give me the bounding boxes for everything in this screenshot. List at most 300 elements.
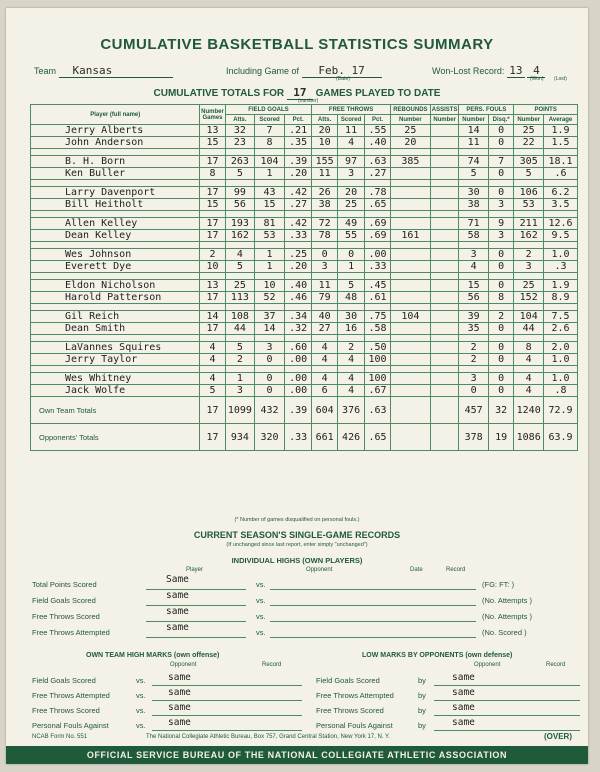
gap-cell (200, 366, 225, 373)
team-value: Kansas (59, 64, 173, 78)
player-name: John Anderson (31, 137, 200, 149)
stat-ft: 2 (337, 342, 365, 354)
stat-avg: 12.6 (544, 218, 578, 230)
stat-pts: 211 (514, 218, 544, 230)
stat-ft: 48 (337, 292, 365, 304)
total-avg: 72.9 (544, 397, 578, 424)
own-high-vs: vs. (136, 691, 146, 700)
col-fg-pct: Pct. (284, 115, 312, 125)
stat-ft: 4 (337, 373, 365, 385)
stat-ft: 5 (337, 280, 365, 292)
stat-reb: 161 (390, 230, 430, 242)
gap-cell (514, 273, 544, 280)
own-high-vs: vs. (136, 706, 146, 715)
stat-g: 13 (200, 125, 225, 137)
gap-cell (488, 273, 513, 280)
stat-ft: 0 (337, 249, 365, 261)
stat-pts: 5 (514, 168, 544, 180)
stat-pts: 3 (514, 261, 544, 273)
indiv-opponent-line (270, 621, 476, 622)
col-rebounds: REBOUNDS (390, 105, 430, 115)
stat-reb: 20 (390, 137, 430, 149)
row-gap (31, 335, 578, 342)
total-pf: 457 (459, 397, 489, 424)
stat-ftp: .65 (365, 199, 390, 211)
gap-cell (459, 273, 489, 280)
gap-cell (337, 149, 365, 156)
games-value: 17 (287, 86, 313, 100)
stat-fg: 37 (255, 311, 285, 323)
own-high-line (152, 715, 302, 716)
stat-g: 17 (200, 156, 225, 168)
gap-cell (459, 211, 489, 218)
stat-ft: 55 (337, 230, 365, 242)
stat-reb (390, 354, 430, 366)
gap-cell (200, 180, 225, 187)
stat-dq: 0 (488, 323, 513, 335)
stat-dq: 0 (488, 342, 513, 354)
total-ast (431, 424, 459, 451)
gap-cell (544, 211, 578, 218)
gap-cell (488, 366, 513, 373)
gap-cell (225, 211, 255, 218)
gap-cell (390, 304, 430, 311)
player-name: LaVannes Squires (31, 342, 200, 354)
stat-pts: 44 (514, 323, 544, 335)
gap-cell (488, 242, 513, 249)
stat-ftp: 100 (365, 354, 390, 366)
footnote: (* Number of games disqualified on personal fouls.) (234, 517, 360, 523)
indiv-extra: (No. Attempts ) (482, 596, 533, 605)
stat-avg: 2.6 (544, 323, 578, 335)
footer-banner: OFFICIAL SERVICE BUREAU OF THE NATIONAL COLLEGIATE ATHLETIC ASSOCIATION (6, 746, 588, 764)
col-assists: ASSISTS (431, 106, 458, 113)
stat-fgp: .21 (284, 125, 312, 137)
stat-g: 17 (200, 230, 225, 242)
row-gap (31, 211, 578, 218)
stat-fgp: .25 (284, 249, 312, 261)
gap-cell (544, 273, 578, 280)
gap-cell (312, 180, 337, 187)
total-ftp: .65 (365, 424, 390, 451)
player-rows (31, 125, 578, 451)
gap-cell (365, 366, 390, 373)
total-fga: 934 (225, 424, 255, 451)
gap-cell (284, 366, 312, 373)
indiv-label: Free Throws Attempted (32, 628, 110, 637)
stat-ft: 97 (337, 156, 365, 168)
stat-avg: 2.0 (544, 342, 578, 354)
stat-fta: 6 (312, 385, 337, 397)
indiv-player-line (146, 637, 246, 638)
stat-dq: 0 (488, 261, 513, 273)
gap-cell (200, 149, 225, 156)
stat-avg: 7.5 (544, 311, 578, 323)
col-fg-scored: Scored (255, 115, 285, 125)
stat-reb (390, 373, 430, 385)
indiv-player-line (146, 589, 246, 590)
low-opp-by: by (418, 676, 426, 685)
stat-pf: 38 (459, 199, 489, 211)
own-high-label: Free Throws Attempted (32, 691, 110, 700)
stat-pf: 2 (459, 354, 489, 366)
stat-pf: 71 (459, 218, 489, 230)
stat-fga: 44 (225, 323, 255, 335)
stat-pf: 3 (459, 373, 489, 385)
stat-ast (431, 342, 459, 354)
gap-cell (390, 366, 430, 373)
stat-reb (390, 168, 430, 180)
total-pts: 1240 (514, 397, 544, 424)
stat-pts: 4 (514, 385, 544, 397)
stat-pts: 106 (514, 187, 544, 199)
stat-fg: 1 (255, 261, 285, 273)
gap-cell (544, 242, 578, 249)
player-name: Wes Johnson (31, 249, 200, 261)
stat-fgp: .20 (284, 168, 312, 180)
stat-pts: 25 (514, 125, 544, 137)
indiv-opponent-line (270, 605, 476, 606)
stat-fg: 1 (255, 168, 285, 180)
stat-g: 14 (200, 311, 225, 323)
own-high-opponent: same (168, 717, 191, 728)
gap-cell (431, 273, 459, 280)
player-row (31, 342, 578, 354)
stat-ast (431, 249, 459, 261)
stat-fta: 4 (312, 373, 337, 385)
gap-cell (225, 180, 255, 187)
stat-pts: 4 (514, 354, 544, 366)
stat-dq: 0 (488, 354, 513, 366)
stat-g: 17 (200, 292, 225, 304)
gap-cell (390, 211, 430, 218)
indiv-label: Total Points Scored (32, 580, 97, 589)
gap-cell (31, 366, 200, 373)
low-opp-record-col: Record (546, 662, 566, 668)
stat-g: 15 (200, 199, 225, 211)
col-ast-number: Number (431, 115, 459, 125)
indiv-opponent-line (270, 589, 476, 590)
stat-pf: 5 (459, 168, 489, 180)
gap-cell (459, 242, 489, 249)
gap-cell (312, 211, 337, 218)
total-ftp: .63 (365, 397, 390, 424)
team-line (34, 64, 173, 78)
own-totals-row (31, 397, 578, 424)
stat-fgp: .35 (284, 137, 312, 149)
gap-cell (31, 180, 200, 187)
stat-dq: 0 (488, 187, 513, 199)
stat-pf: 3 (459, 249, 489, 261)
own-high-opponent: same (168, 702, 191, 713)
low-opp-line (434, 685, 580, 686)
row-gap (31, 304, 578, 311)
stat-g: 17 (200, 187, 225, 199)
stat-dq: 0 (488, 280, 513, 292)
publisher: The National Collegiate Athletic Bureau, Box 757, Grand Central Station, New York 17, N. Y. (146, 734, 390, 740)
gap-cell (312, 149, 337, 156)
col-field-goals: FIELD GOALS (225, 105, 312, 115)
date-caption: (Date) (336, 76, 350, 82)
total-ast (431, 397, 459, 424)
gap-cell (312, 242, 337, 249)
player-row (31, 292, 578, 304)
stat-g: 4 (200, 342, 225, 354)
games-label: GAMES PLAYED TO DATE (315, 88, 441, 99)
stat-avg: .6 (544, 168, 578, 180)
stat-pf: 15 (459, 280, 489, 292)
stat-reb (390, 218, 430, 230)
stat-ft: 20 (337, 187, 365, 199)
gap-cell (390, 335, 430, 342)
stat-ft: 16 (337, 323, 365, 335)
gap-cell (365, 180, 390, 187)
stat-g: 8 (200, 168, 225, 180)
stat-dq: 2 (488, 311, 513, 323)
gap-cell (284, 211, 312, 218)
own-high-title: OWN TEAM HIGH MARKS (own offense) (86, 652, 220, 659)
stats-table (30, 104, 578, 451)
indiv-vs: vs. (256, 628, 266, 637)
low-opp-opponent: same (452, 687, 475, 698)
gap-cell (365, 304, 390, 311)
stat-fga: 3 (225, 385, 255, 397)
stat-fg: 7 (255, 125, 285, 137)
record-label: Won-Lost Record: (432, 66, 505, 76)
indiv-player: same (166, 622, 189, 633)
stat-ft: 49 (337, 218, 365, 230)
stat-reb (390, 323, 430, 335)
stat-ftp: .55 (365, 125, 390, 137)
stat-fta: 20 (312, 125, 337, 137)
player-row (31, 354, 578, 366)
own-high-label: Personal Fouls Against (32, 721, 109, 730)
stat-pts: 53 (514, 199, 544, 211)
player-name: B. H. Born (31, 156, 200, 168)
stat-fga: 23 (225, 137, 255, 149)
stat-fga: 1 (225, 373, 255, 385)
stat-ftp: .61 (365, 292, 390, 304)
stat-ftp: 100 (365, 373, 390, 385)
gap-cell (225, 242, 255, 249)
gap-cell (514, 304, 544, 311)
total-avg: 63.9 (544, 424, 578, 451)
opponent-totals-row (31, 424, 578, 451)
stat-fta: 11 (312, 168, 337, 180)
total-reb (390, 397, 430, 424)
own-high-label: Field Goals Scored (32, 676, 96, 685)
own-high-record-col: Record (262, 662, 282, 668)
stat-fg: 10 (255, 280, 285, 292)
gap-cell (225, 335, 255, 342)
gap-cell (200, 273, 225, 280)
stat-g: 4 (200, 373, 225, 385)
stat-ft: 30 (337, 311, 365, 323)
stat-ftp: .27 (365, 168, 390, 180)
stat-avg: 1.5 (544, 137, 578, 149)
stat-reb (390, 249, 430, 261)
player-name: Larry Davenport (31, 187, 200, 199)
stat-pts: 162 (514, 230, 544, 242)
gap-cell (255, 304, 285, 311)
stat-ft: 4 (337, 354, 365, 366)
stat-pts: 152 (514, 292, 544, 304)
stat-dq: 0 (488, 385, 513, 397)
gap-cell (31, 149, 200, 156)
gap-cell (337, 366, 365, 373)
gap-cell (255, 242, 285, 249)
player-name: Allen Kelley (31, 218, 200, 230)
stat-ftp: .40 (365, 137, 390, 149)
gap-cell (255, 211, 285, 218)
stat-dq: 0 (488, 137, 513, 149)
stat-fgp: .32 (284, 323, 312, 335)
stat-g: 10 (200, 261, 225, 273)
stat-dq: 0 (488, 125, 513, 137)
stat-avg: 1.9 (544, 125, 578, 137)
player-row (31, 261, 578, 273)
total-fta: 661 (312, 424, 337, 451)
player-row (31, 249, 578, 261)
own-high-opponent: same (168, 687, 191, 698)
stat-avg: 1.9 (544, 280, 578, 292)
gap-cell (431, 211, 459, 218)
gap-cell (312, 304, 337, 311)
low-opp-label: Free Throws Scored (316, 706, 384, 715)
won-caption: (Won) (530, 76, 544, 82)
player-row (31, 218, 578, 230)
col-pts-number: Number (514, 115, 544, 125)
player-row (31, 311, 578, 323)
stat-avg: .8 (544, 385, 578, 397)
stat-ast (431, 373, 459, 385)
stat-avg: 9.5 (544, 230, 578, 242)
gap-cell (255, 335, 285, 342)
stat-pts: 8 (514, 342, 544, 354)
stat-fta: 0 (312, 249, 337, 261)
stat-fg: 0 (255, 385, 285, 397)
gap-cell (514, 149, 544, 156)
stat-avg: 18.1 (544, 156, 578, 168)
row-gap (31, 273, 578, 280)
gap-cell (431, 149, 459, 156)
stat-ast (431, 187, 459, 199)
col-pts-average: Average (544, 115, 578, 125)
lost-value: 4 (527, 64, 545, 78)
stat-fg: 0 (255, 354, 285, 366)
stat-reb (390, 385, 430, 397)
total-ft: 426 (337, 424, 365, 451)
indiv-vs: vs. (256, 612, 266, 621)
stat-fga: 5 (225, 261, 255, 273)
lost-caption: (Lost) (554, 76, 567, 82)
gap-cell (514, 366, 544, 373)
stat-fga: 4 (225, 249, 255, 261)
totals-label: Opponents' Totals (31, 424, 200, 451)
gap-cell (514, 335, 544, 342)
stat-reb: 104 (390, 311, 430, 323)
gap-cell (488, 304, 513, 311)
game-date-line (226, 64, 382, 78)
total-pts: 1086 (514, 424, 544, 451)
gap-cell (459, 149, 489, 156)
col-player: Player (full name) (31, 105, 200, 125)
total-fg: 432 (255, 397, 285, 424)
own-high-label: Free Throws Scored (32, 706, 100, 715)
gap-cell (31, 273, 200, 280)
stat-ft: 11 (337, 125, 365, 137)
stat-avg: 1.0 (544, 249, 578, 261)
own-high-opponent-col: Opponent (170, 662, 197, 668)
stat-g: 17 (200, 323, 225, 335)
player-row (31, 199, 578, 211)
player-name: Ken Buller (31, 168, 200, 180)
col-pf-number: Number (459, 115, 489, 125)
stat-fga: 56 (225, 199, 255, 211)
stat-ftp: .33 (365, 261, 390, 273)
gap-cell (365, 242, 390, 249)
low-opp-line (434, 730, 580, 731)
stat-fg: 52 (255, 292, 285, 304)
col-free-throws: FREE THROWS (312, 105, 390, 115)
stat-pf: 0 (459, 385, 489, 397)
stat-pf: 58 (459, 230, 489, 242)
player-row (31, 137, 578, 149)
stat-fg: 8 (255, 137, 285, 149)
col-ft-scored: Scored (337, 115, 365, 125)
col-ft-atts: Atts. (312, 115, 337, 125)
gap-cell (544, 335, 578, 342)
gap-cell (337, 304, 365, 311)
stat-reb (390, 292, 430, 304)
indiv-player-line (146, 621, 246, 622)
gap-cell (31, 304, 200, 311)
stat-pf: 56 (459, 292, 489, 304)
games-caption: (number) (298, 98, 319, 104)
gap-cell (544, 180, 578, 187)
stat-avg: 3.5 (544, 199, 578, 211)
stat-fga: 263 (225, 156, 255, 168)
indiv-opponent-line (270, 637, 476, 638)
player-name: Everett Dye (31, 261, 200, 273)
stat-dq: 9 (488, 218, 513, 230)
stat-ast (431, 156, 459, 168)
stat-ftp: .78 (365, 187, 390, 199)
stat-pts: 104 (514, 311, 544, 323)
gap-cell (31, 211, 200, 218)
player-name: Jerry Alberts (31, 125, 200, 137)
stat-pf: 14 (459, 125, 489, 137)
gap-cell (312, 335, 337, 342)
low-opp-line (434, 715, 580, 716)
stat-ftp: .69 (365, 218, 390, 230)
stat-fga: 162 (225, 230, 255, 242)
gap-cell (31, 335, 200, 342)
stat-fta: 27 (312, 323, 337, 335)
stat-pf: 30 (459, 187, 489, 199)
indiv-vs: vs. (256, 580, 266, 589)
gap-cell (225, 366, 255, 373)
indiv-label: Field Goals Scored (32, 596, 96, 605)
stat-fta: 26 (312, 187, 337, 199)
gap-cell (200, 335, 225, 342)
stat-ast (431, 292, 459, 304)
form-title: CUMULATIVE BASKETBALL STATISTICS SUMMARY (100, 36, 494, 53)
stat-fg: 1 (255, 249, 285, 261)
including-label: Including Game of (226, 66, 300, 76)
gap-cell (225, 273, 255, 280)
stat-avg: 8.9 (544, 292, 578, 304)
